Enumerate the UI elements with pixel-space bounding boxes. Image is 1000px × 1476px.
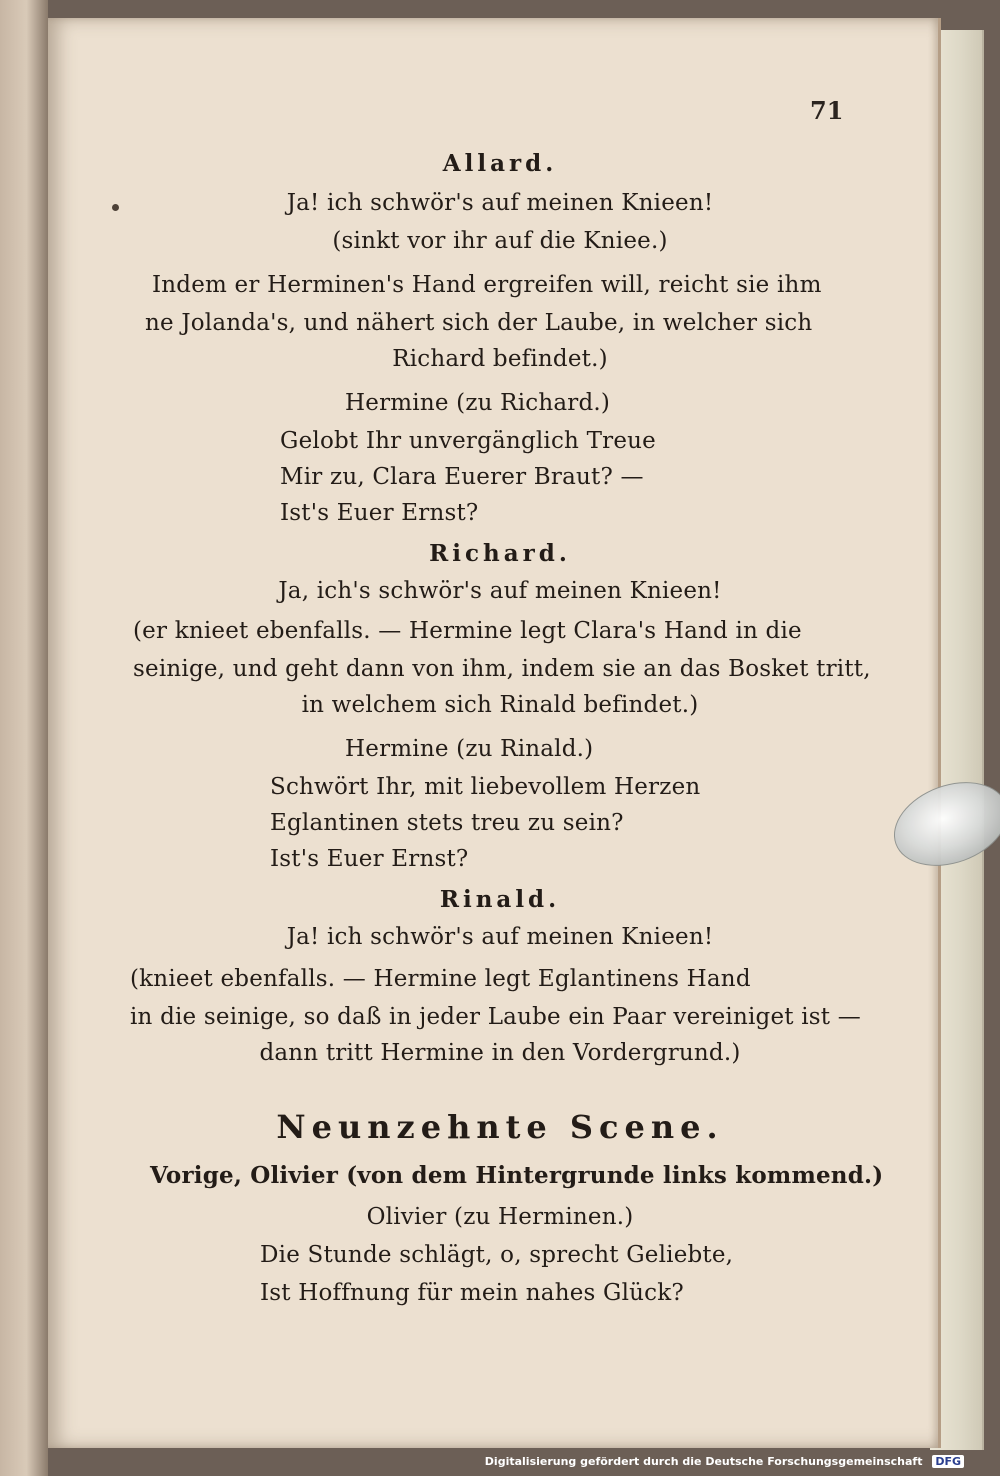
stage-direction: in die seinige, so daß in jeder Laube ein Paar vereiniget ist — (130, 1004, 861, 1030)
speaker-richard: Richard. (429, 540, 571, 567)
speaker-hermine: Hermine (zu Richard.) (345, 390, 611, 416)
left-page-edge (0, 0, 48, 1476)
dfg-logo: DFG (932, 1455, 964, 1468)
verse-line: Eglantinen stets treu zu sein? (270, 810, 624, 836)
stage-direction: Indem er Herminen's Hand ergreifen will, reicht sie ihm (152, 272, 822, 298)
stage-direction: Richard befindet.) (392, 346, 608, 372)
verse-line: Ist Hoffnung für mein nahes Glück? (260, 1280, 684, 1306)
speaker-olivier: Olivier (zu Herminen.) (366, 1204, 634, 1230)
verse-line: Ja, ich's schwör's auf meinen Knieen! (278, 578, 722, 604)
stage-direction: (knieet ebenfalls. — Hermine legt Eglantinens Hand (130, 966, 751, 992)
verse-line: Die Stunde schlägt, o, sprecht Geliebte, (260, 1242, 734, 1268)
speaker-allard: Allard. (442, 150, 558, 177)
verse-line: Ist's Euer Ernst? (280, 500, 479, 526)
verse-line: Ja! ich schwör's auf meinen Knieen! (286, 924, 714, 950)
verse-line: Gelobt Ihr unvergänglich Treue (280, 428, 656, 454)
scene-characters: Vorige, Olivier (von dem Hintergrunde links kommend.) (150, 1162, 884, 1189)
stage-direction: (sinkt vor ihr auf die Kniee.) (332, 228, 668, 254)
stage-direction: seinige, und geht dann von ihm, indem sie an das Bosket tritt, (133, 656, 871, 682)
speaker-hermine: Hermine (zu Rinald.) (345, 736, 594, 762)
footer-text: Digitalisierung gefördert durch die Deutsche Forschungsgemeinschaft (484, 1455, 923, 1468)
stage-direction: in welchem sich Rinald befindet.) (301, 692, 699, 718)
digitization-footer (485, 1455, 964, 1468)
verse-line: Mir zu, Clara Euerer Braut? — (280, 464, 644, 490)
page-number: 71 (810, 96, 844, 125)
scene-title: Neunzehnte Scene. (276, 1108, 724, 1146)
speaker-rinald: Rinald. (439, 886, 561, 913)
stage-direction: (er knieet ebenfalls. — Hermine legt Clara's Hand in die (133, 618, 802, 644)
stage-direction: ne Jolanda's, und nähert sich der Laube, in welcher sich (145, 310, 813, 336)
stage-direction: dann tritt Hermine in den Vordergrund.) (259, 1040, 741, 1066)
verse-line: Schwört Ihr, mit liebevollem Herzen (270, 774, 701, 800)
text-line: Ja! ich schwör's auf meinen Knieen! (286, 190, 714, 216)
verse-line: Ist's Euer Ernst? (270, 846, 469, 872)
